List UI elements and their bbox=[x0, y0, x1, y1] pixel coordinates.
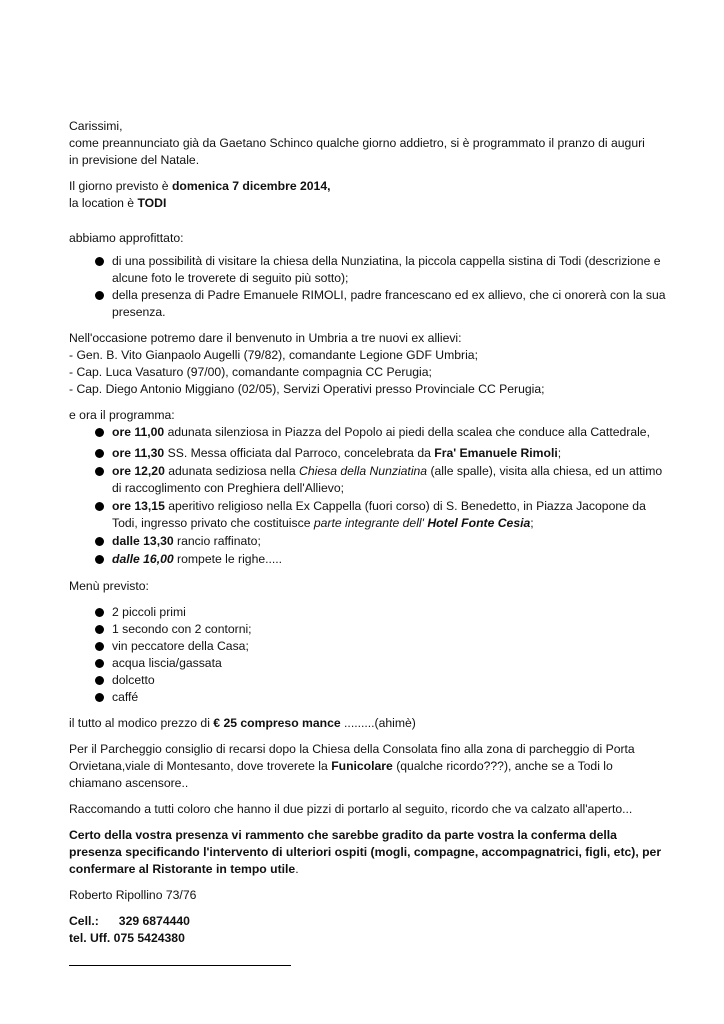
cell-label: Cell.: bbox=[69, 914, 99, 928]
price-line bbox=[69, 715, 669, 732]
intro-line-1: come preannunciato già da Gaetano Schinco qualche giorno addietro, si è programmato il pranzo di auguri bbox=[69, 136, 645, 150]
confirm-paragraph bbox=[69, 827, 669, 878]
welcome-intro: Nell'occasione potremo dare il benvenuto in Umbria a tre nuovi ex allievi: bbox=[69, 331, 462, 345]
program-text: adunata sediziosa nella bbox=[164, 464, 300, 478]
event-date: domenica 7 dicembre 2014, bbox=[171, 179, 331, 193]
program-text-tail: ; bbox=[557, 446, 562, 460]
location-prefix: la location è bbox=[69, 196, 138, 210]
welcome-person: - Cap. Diego Antonio Miggiano (02/05), Servizi Operativi presso Provinciale CC Perugia; bbox=[69, 382, 545, 396]
parking-text: Per il Parcheggio consiglio di recarsi dopo la Chiesa della Consolata fino alla zona di parcheggio di Porta Orvietana,viale di Montesanto, dove troverete la bbox=[69, 742, 635, 773]
signature: Roberto Ripollino 73/76 bbox=[69, 888, 197, 902]
letter-body bbox=[69, 118, 669, 966]
hotel-name: Hotel Fonte Cesia bbox=[427, 516, 531, 530]
funicolare-label: Funicolare bbox=[331, 759, 393, 773]
program-time: dalle 13,30 bbox=[112, 534, 174, 548]
program-italic-text: parte integrante dell' bbox=[313, 516, 428, 530]
advantages-list bbox=[69, 253, 669, 321]
menu-item: 1 secondo con 2 contorni; bbox=[95, 621, 669, 638]
program-time: ore 12,20 bbox=[112, 464, 165, 478]
celebrant-name: Fra' Emanuele Rimoli bbox=[434, 446, 558, 460]
program-text: adunata silenziosa in Piazza del Popolo ai piedi della scalea che conduce alla Cattedrale, bbox=[164, 425, 650, 439]
welcome-person: - Gen. B. Vito Gianpaolo Augelli (79/82), comandante Legione GDF Umbria; bbox=[69, 348, 478, 362]
menu-item: dolcetto bbox=[95, 672, 669, 689]
cell-number: 329 6874440 bbox=[118, 914, 190, 928]
price-suffix: .........(ahimè) bbox=[340, 716, 416, 730]
signature-rule bbox=[69, 965, 291, 966]
greeting: Carissimi, bbox=[69, 119, 123, 133]
event-location: TODI bbox=[137, 196, 167, 210]
program-text-tail: ; bbox=[530, 516, 534, 530]
program-time: ore 13,15 bbox=[112, 499, 165, 513]
menu-item: caffé bbox=[95, 689, 669, 706]
confirm-tail: . bbox=[295, 862, 299, 876]
program-time: ore 11,00 bbox=[112, 425, 165, 439]
church-name: Chiesa della Nunziatina bbox=[299, 464, 428, 478]
confirm-text: Certo della vostra presenza vi rammento che sarebbe gradito da parte vostra la conferma della presenza specificando l'intervento di ulteriori ospiti (mogli, compagne, accompagnatrici, figli, etc), per confermare al Ristorante in tempo utile bbox=[69, 828, 662, 876]
program-time: ore 11,30 bbox=[112, 446, 165, 460]
date-line bbox=[69, 178, 669, 195]
parking-paragraph bbox=[69, 741, 669, 792]
program-item bbox=[95, 424, 669, 441]
cell-line bbox=[69, 913, 669, 930]
menu-item: 2 piccoli primi bbox=[95, 604, 669, 621]
program-item bbox=[95, 445, 669, 462]
program-item bbox=[95, 498, 669, 532]
menu-heading: Menù previsto: bbox=[69, 579, 149, 593]
program-text-tail: (alle spalle), visita alla chiesa, ed un attimo di raccoglimento con Preghiera dell'Allievo; bbox=[112, 464, 663, 495]
program-heading: e ora il programma: bbox=[69, 408, 175, 422]
menu-item: acqua liscia/gassata bbox=[95, 655, 669, 672]
program-list bbox=[69, 424, 669, 568]
program-time: dalle 16,00 bbox=[112, 552, 174, 566]
parking-text-tail: (qualche ricordo???), anche se a Todi lo chiamano ascensore.. bbox=[69, 759, 613, 790]
list-item: della presenza di Padre Emanuele RIMOLI, padre francescano ed ex allievo, che ci onorerà con la sua presenza. bbox=[95, 287, 669, 321]
program-item bbox=[95, 463, 669, 497]
menu-item: vin peccatore della Casa; bbox=[95, 638, 669, 655]
price-value: € 25 compreso mance bbox=[213, 716, 341, 730]
location-line bbox=[69, 195, 669, 212]
welcome-person: - Cap. Luca Vasaturo (97/00), comandante compagnia CC Perugia; bbox=[69, 365, 432, 379]
program-text: aperitivo religioso nella Ex Cappella (fuori corso) di S. Benedetto, in Piazza Jacopone da Todi, ingresso privato che costituisce bbox=[112, 499, 646, 530]
price-prefix: il tutto al modico prezzo di bbox=[69, 716, 214, 730]
reminder-paragraph: Raccomando a tutti coloro che hanno il due pizzi di portarlo al seguito, ricordo che va calzato all'aperto... bbox=[69, 802, 633, 816]
program-item bbox=[95, 551, 669, 568]
took-advantage-heading: abbiamo approfittato: bbox=[69, 231, 184, 245]
program-text: SS. Messa officiata dal Parroco, concelebrata da bbox=[164, 446, 435, 460]
program-text: rancio raffinato; bbox=[173, 534, 261, 548]
program-item bbox=[95, 533, 669, 550]
menu-list bbox=[69, 604, 669, 706]
office-phone: tel. Uff. 075 5424380 bbox=[69, 931, 185, 945]
date-prefix: Il giorno previsto è bbox=[69, 179, 172, 193]
program-text: rompete le righe..... bbox=[173, 552, 283, 566]
list-item: di una possibilità di visitare la chiesa della Nunziatina, la piccola cappella sistina di Todi (descrizione e alcune foto le troverete di seguito più sotto); bbox=[95, 253, 669, 287]
intro-line-2: in previsione del Natale. bbox=[69, 153, 200, 167]
